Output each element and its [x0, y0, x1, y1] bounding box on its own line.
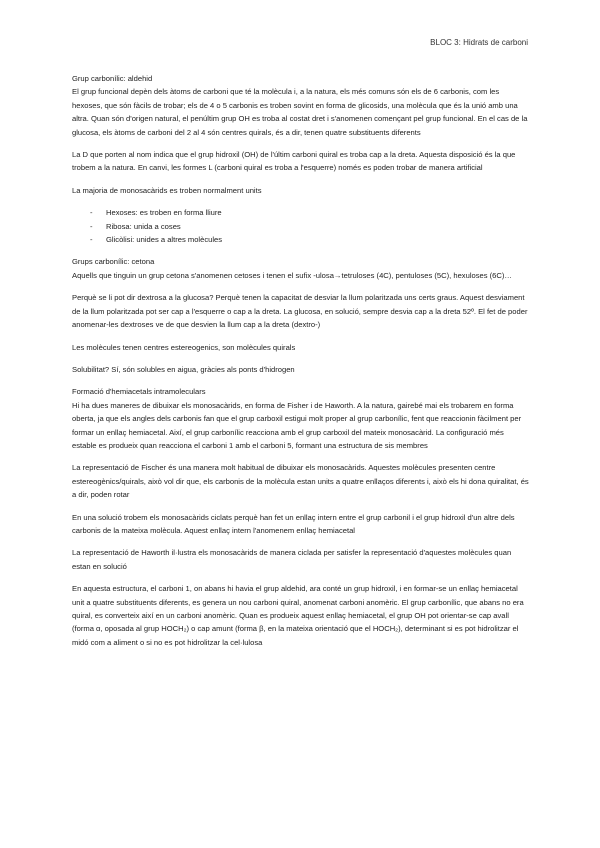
paragraph: Les molècules tenen centres estereogenics, son molècules quirals	[72, 342, 296, 352]
list-item: - Ribosa: unida a coses	[90, 220, 530, 233]
paragraph: El grup funcional depèn dels àtoms de carboni que té la molècula i, a la natura, els més comuns són els de 6 carbonis, com les hexoses, que són fàcils de trobar; els de 4 o 5 carbonis es troben sovint en forma de glicosids, una molècula que és la unió amb una altra. Quan són d'origen natural, el penúltim grup OH es troba al costat dret i s'anomenen començant pel grup funcional. En el cas de la glucosa, els àtoms de carboni del 2 al 4 són centres quirals, és a dir, tenen quatre substituents diferents	[72, 87, 528, 137]
page-header: BLOC 3: Hidrats de carboni	[430, 38, 528, 47]
paragraph: En aquesta estructura, el carboni 1, on abans hi havia el grup aldehid, ara conté un grup hidroxil, i en formar-se un enllaç hemiacetal unit a quatre substituents diferents, es genera un nou carboni quiral, anomenat carboni anomèric. El grup carbonílic, que abans no era quiral, es converteix així en un carboni anomèric. Quan es produeix aquest enllaç hemiacetal, el grup OH pot orientar-se cap avall (forma α, oposada al grup HOCH₂) o cap amunt (forma β, en la mateixa orientació que el HOCH₂), determinant si es pot hidrolitzar el midó com a aliment o si no es pot hidrolitzar la cel·lulosa	[72, 584, 524, 647]
section-heading-aldehid: Grup carbonílic: aldehid	[72, 74, 153, 83]
section-heading-hemiacetals: Formació d'hemiacetals intramoleculars	[72, 387, 206, 397]
document-body	[72, 72, 530, 658]
paragraph: La D que porten al nom indica que el grup hidroxil (OH) de l'últim carboni quiral es troba cap a la dreta. Aquesta disposició és la que trobem a la natura. En canvi, les formes L (carboni quiral es troba a l'esquerre) només es poden trobar de manera artificial	[72, 150, 516, 173]
section-heading-cetona: Grups carbonílic: cetona	[72, 257, 155, 267]
paragraph: Perquè se li pot dir dextrosa a la glucosa? Perquè tenen la capacitat de desviar la llum polaritzada uns certs graus. Aquest desviament de la llum polaritzada pot ser cap a l'esquerre o cap a la dreta. La glucosa, en solució, sempre desvia cap a la dreta 52º. El fet de poder anomenar-les dextroses ve de que desvien la llum cap a la dreta (dextro-)	[72, 293, 528, 330]
paragraph: La representació de Haworth il·lustra els monosacàrids de manera ciclada per satisfer la representació d'aquestes molècules quan estan en solució	[72, 548, 512, 571]
paragraph: Solubilitat? Sí, són solubles en aigua, gràcies als ponts d'hidrogen	[72, 364, 295, 374]
list-item: - Hexoses: es troben en forma lliure	[90, 206, 530, 219]
paragraph: Hi ha dues maneres de dibuixar els monosacàrids, en forma de Fisher i de Haworth. A la natura, gairebé mai els trobarem en forma oberta, ja que els angles dels carbonis fan que el grup carboxil estigui molt proper al grup carbonílic, fent que reaccionin fàcilment per formar un enllaç hemiacetal. Així, el grup carbonílic reacciona amb el grup carboxil del mateix monosacàrid. La configuració més estable es produeix quan reacciona el carboni 1 amb el carboni 5, formant una estructura de sis membres	[72, 400, 522, 450]
paragraph: Aquells que tinguin un grup cetona s'anomenen cetoses i tenen el sufix -ulosa→tetruloses (4C), pentuloses (5C), hexuloses (6C)…	[72, 270, 513, 280]
paragraph: La majoria de monosacàrids es troben normalment units	[72, 185, 262, 195]
list-item: - Glicòlisi: unides a altres molècules	[90, 233, 530, 246]
paragraph: En una solució trobem els monosacàrids ciclats perquè han fet un enllaç intern entre el grup carbonil i el grup hidroxil d'un altre dels carbonis de la mateixa molècula. Aquest enllaç intern l'anomenem enllaç hemiacetal	[72, 512, 515, 535]
monosaccharide-list	[72, 206, 530, 246]
paragraph: La representació de Fischer és una manera molt habitual de dibuixar els monosacàrids. Aquestes molècules presenten centre estereogènics/quirals, això vol dir que, els carbonis de la molècula estan units a quatre enllaços diferents i, això els hi dona quiralitat, és a dir, poden rotar	[72, 463, 529, 500]
